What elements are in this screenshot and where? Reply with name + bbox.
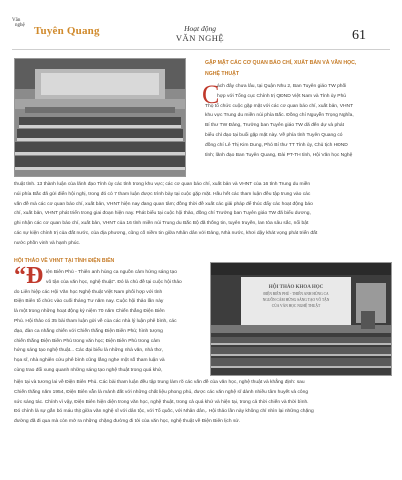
article2-body-column-wide bbox=[14, 288, 204, 376]
article2-col-line: đạo, đàn ca nhằng chiến với Chiến thắng Điện Biên Phủ; hình tượng bbox=[14, 328, 163, 334]
article1-full-line: các sự kiện chính trị của đất nước, của địa phương, cũng cố niềm tin giữa Nhân dân với Đảng, Nhà nước, khơi dậy khát vọng phát triển đất bbox=[14, 230, 318, 236]
article1-full-line: thuật tỉnh. 13 thành luận của lãnh đạo Tỉnh ủy các tỉnh trong khu vực; các cơ quan báo chí, xuất bản và VHNT của 16 tỉnh Trung du miền bbox=[14, 182, 311, 187]
article2-quote-dropcap bbox=[14, 263, 44, 289]
banner-title-line4: CỦA VĂN HỌC NGHỆ THUẬT bbox=[271, 304, 321, 308]
article1-body-full bbox=[14, 180, 393, 249]
article1-col-line: Bí thư TW Đảng, Trưởng ban Tuyên giáo TW dã đến dự và phát bbox=[205, 123, 344, 129]
section-header bbox=[150, 24, 250, 43]
article2-full-line: Đó chính là sự gắn bó máu thịt giữa văn nghệ sĩ với dân tộc, với Tổ quốc, với Nhân dân,. Hội thảo lần này không chỉ nhìn lại những chặng bbox=[14, 409, 314, 415]
conference-photo bbox=[14, 58, 186, 177]
banner-title-line2: ĐIỆN BIÊN PHỦ - THIÊN ANH HÙNG CA bbox=[263, 292, 329, 296]
article2-col-line: họa sĩ, nhà nghiên cứu phê bình cũng lắng nghe một số tham luận và bbox=[14, 358, 165, 364]
seminar-photo-image bbox=[211, 263, 391, 375]
article1-body-column-wide bbox=[205, 102, 393, 161]
page-number: 61 bbox=[352, 28, 366, 43]
magazine-logo-small bbox=[12, 18, 25, 28]
article2-body-column bbox=[46, 268, 204, 288]
logo-small-bottom: nghệ bbox=[15, 23, 25, 28]
article1-title-line1: GẶP MẶT CÁC CƠ QUAN BÁO CHÍ, XUẤT BẢN VÀ VĂN HỌC, bbox=[205, 60, 357, 66]
banner-title-line1: HỘI THẢO KHOA HỌC bbox=[268, 285, 324, 290]
article2-col-line: vô tận của văn học, nghệ thuật". Đó là chủ đề tại cuộc hội thảo bbox=[46, 279, 182, 285]
article1-col-line: tỉnh; lãnh đạo Ban Tuyên Quang, Đài PT-TH tỉnh, Hội Văn học Nghệ bbox=[205, 152, 353, 158]
article1-title-line2: NGHỆ THUẬT bbox=[205, 71, 240, 77]
article2-col-line: hứng sáng tạo nghệ thuật... Các đại biểu là những nhà văn, nhà thơ, bbox=[14, 348, 163, 354]
article1-full-line: ghi nhận các cơ quan báo chí, xuất bản, VHNT của 16 tỉnh miền núi Trung du Bắc Bộ đã thống tin, tuyên truyền, lan tỏa sâu sắc, nổi bật bbox=[14, 221, 309, 227]
article2-full-line: Chiến thắng năm 1954, Điện Biên vẫn là mảnh đất với những chất liệu phong phú, được các văn nghệ sĩ dành nhiều tâm huyết và công bbox=[14, 389, 309, 395]
seminar-banner-text bbox=[243, 285, 349, 309]
article1-full-line: núi phía Bắc đã gửi điển hội nghị, trong đó có 7 tham luận được trình bày tại cuộc gặp mặt. Hầu hết các tham luận đều tập trung vào các bbox=[14, 191, 311, 197]
article2-col-line: Phủ. Hội thảo có 35 bài tham luận gửi về của các nhà lý luận phê bình, các bbox=[14, 318, 177, 324]
article2-col-line: iện Biên Phủ - Thiên anh hùng ca nguồn cảm hứng sáng tạo bbox=[46, 270, 177, 275]
conference-photo-image bbox=[15, 59, 185, 176]
article1-col-line: biểu chỉ đạo tại buổi gặp mặt này. Về phía tỉnh Tuyên Quang có bbox=[205, 132, 343, 138]
article1-col-line: Thọ tổ chức cuộc gặp mặt với các cơ quan báo chí, xuất bản, VHNT bbox=[205, 103, 354, 109]
article1-full-line: nước phồn vinh và hạnh phúc. bbox=[14, 240, 81, 246]
article2-col-line: chiến thắng Điện Biên Phủ trong văn học; Điện Biên Phủ trong cảm bbox=[14, 338, 160, 344]
article2-full-line: hiện tại và tương lai về Điện Biên Phủ. Các bài tham luận đều tập trung làm rõ các vấn đề của văn học, nghệ thuật và khẳng định: sau bbox=[14, 380, 305, 385]
article1-col-line: khu vực Trung du miền núi phía Bắc. Đồng chí Nguyễn Trọng Nghĩa, bbox=[205, 113, 354, 119]
section-header-line1: Hoạt động bbox=[184, 24, 216, 33]
article1-full-line: chí, xuất bản, VHNT phát triển trong giai đoạn hiện nay. Phát biểu tại cuộc hội thảo, đồng chí Trưởng ban Tuyên giáo TW đã biểu dương, bbox=[14, 211, 311, 217]
seminar-photo bbox=[210, 262, 392, 376]
article1-body-column bbox=[217, 82, 393, 102]
article2-col-line: Điện Biên tổ chức vào cuối tháng Tư năm nay. Cuộc hội thảo lần này bbox=[14, 299, 164, 305]
header-divider bbox=[12, 49, 390, 50]
article2-col-line: là một trong những hoạt động kỷ niệm 70 năm Chiến thắng Điện Biên bbox=[14, 309, 165, 315]
article2-col-line: do Liên hiệp các Hội Văn học Nghệ thuật Việt Nam phối hợp với tỉnh bbox=[14, 289, 163, 295]
article2-body-full bbox=[14, 378, 393, 427]
article2-full-line: sức sáng tác. Chính vì vậy, Điện Biên hiện diện trong văn học, nghệ thuật, trong cả quá khứ và hiện tại, trong cả thời chiến và thời bình. bbox=[14, 399, 309, 405]
article1-col-line: hợp với Tổng cục Chính trị QĐND Việt Nam và Tỉnh ủy Phú bbox=[217, 93, 347, 99]
section-header-line2: VĂN NGHỆ bbox=[175, 33, 225, 43]
quote-mark: “ bbox=[14, 263, 26, 289]
article2-dropcap: Đ bbox=[26, 263, 44, 289]
article1-title bbox=[205, 58, 395, 80]
banner-title-line3: NGUỒN CẢM HỨNG SÁNG TẠO VÔ TẬN bbox=[262, 298, 330, 302]
article2-full-line: đường đã đi qua mà còn mở ra những chặng đường đi tới của văn học, nghệ thuật về Điện Biên lịch sử. bbox=[14, 419, 241, 425]
magazine-logo: Tuyên Quang bbox=[34, 25, 100, 37]
article1-col-line: đồng chí Lê Thị Kim Dung, Phó Bí thư TT Tỉnh ủy, Chủ tịch HĐND bbox=[205, 142, 348, 148]
article1-col-line: ách đây chưa lâu, tại Quận Nhu 2, Ban Tuyên giáo TW phối bbox=[217, 84, 347, 89]
article2-title: HỘI THẢO VỀ VHNT TẠI TỈNH ĐIỆN BIÊN bbox=[14, 258, 115, 264]
logo-small-top: Văn bbox=[12, 18, 21, 23]
article1-full-line: vấn đề mà các cơ quan báo chí, xuất bản, VHNT hiện nay đang quan tâm; đồng thời đề xuất các giải pháp để thúc đẩy các hoạt động báo bbox=[14, 201, 313, 207]
article1-dropcap: C bbox=[202, 80, 220, 109]
article2-col-line: cùng trao đổi xung quanh những sáng tạo nghệ thuật trong quá khứ, bbox=[14, 367, 163, 373]
